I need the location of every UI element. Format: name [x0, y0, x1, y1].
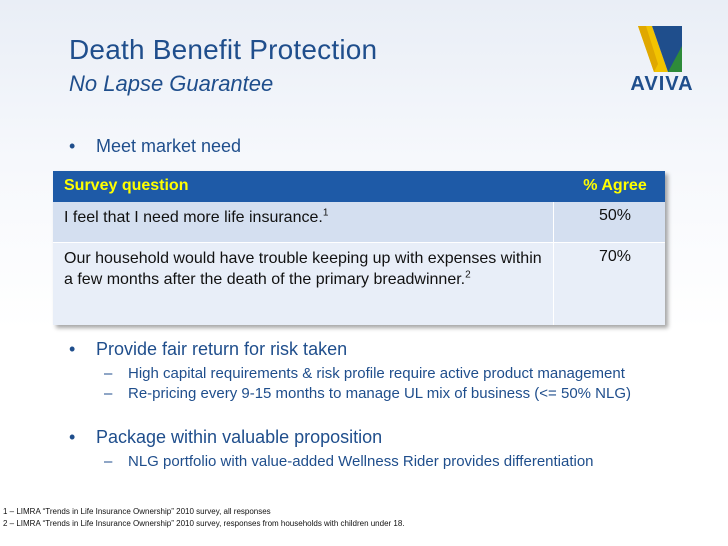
row-agree-value: 50%: [598, 207, 632, 224]
row-question: [64, 248, 554, 290]
footnote-ref: 2: [465, 269, 471, 281]
sub-bullet-text: Re-pricing every 9-15 months to manage UL mix of business (<= 50% NLG): [128, 385, 632, 402]
footnote-2: 2 – LIMRA “Trends in Life Insurance Ownership” 2010 survey, responses from households with children under 18.: [3, 519, 405, 528]
table-row: [53, 202, 665, 243]
row-agree-value: 70%: [598, 248, 632, 265]
column-divider: [553, 202, 554, 325]
table-header-row: [53, 171, 665, 202]
sub-bullet-capital-requirements: [104, 365, 704, 385]
bullet-text: Provide fair return for risk taken: [96, 339, 348, 359]
bullet-package-proposition: [69, 427, 469, 449]
table-row: [53, 243, 665, 325]
sub-bullet-repricing: [104, 385, 724, 405]
row-question-text: I feel that I need more life insurance.: [64, 209, 323, 226]
footnote-1: 1 – LIMRA “Trends in Life Insurance Ownership” 2010 survey, all responses: [3, 507, 271, 516]
footnote-ref: 1: [322, 207, 329, 219]
row-question: [64, 207, 554, 228]
bullet-text: Meet market need: [96, 136, 242, 156]
survey-table: [53, 171, 665, 325]
header-survey-question: Survey question: [64, 177, 189, 194]
bullet-dot: •: [69, 136, 76, 156]
aviva-logo-mark-icon: [638, 26, 682, 72]
aviva-logo: [622, 26, 702, 98]
bullet-dot: •: [69, 427, 76, 447]
bullet-meet-market-need: [69, 136, 369, 158]
header-percent-agree: % Agree: [583, 177, 647, 194]
slide-subtitle: No Lapse Guarantee: [69, 71, 274, 96]
bullet-dot: •: [69, 339, 76, 359]
row-question-text: Our household would have trouble keeping up with expenses within a few months after the death of the primary breadwinner.: [64, 250, 542, 288]
sub-bullet-dash: –: [104, 385, 113, 402]
aviva-logo-word: AVIVA: [630, 73, 694, 95]
bullet-fair-return: [69, 339, 469, 361]
sub-bullet-dash: –: [104, 453, 113, 470]
sub-bullet-nlg-portfolio: [104, 453, 704, 473]
sub-bullet-text: High capital requirements & risk profile require active product management: [128, 365, 625, 382]
sub-bullet-text: NLG portfolio with value-added Wellness Rider provides differentiation: [128, 453, 594, 470]
sub-bullet-dash: –: [104, 365, 113, 382]
slide-title: Death Benefit Protection: [69, 34, 378, 65]
bullet-text: Package within valuable proposition: [96, 427, 383, 447]
